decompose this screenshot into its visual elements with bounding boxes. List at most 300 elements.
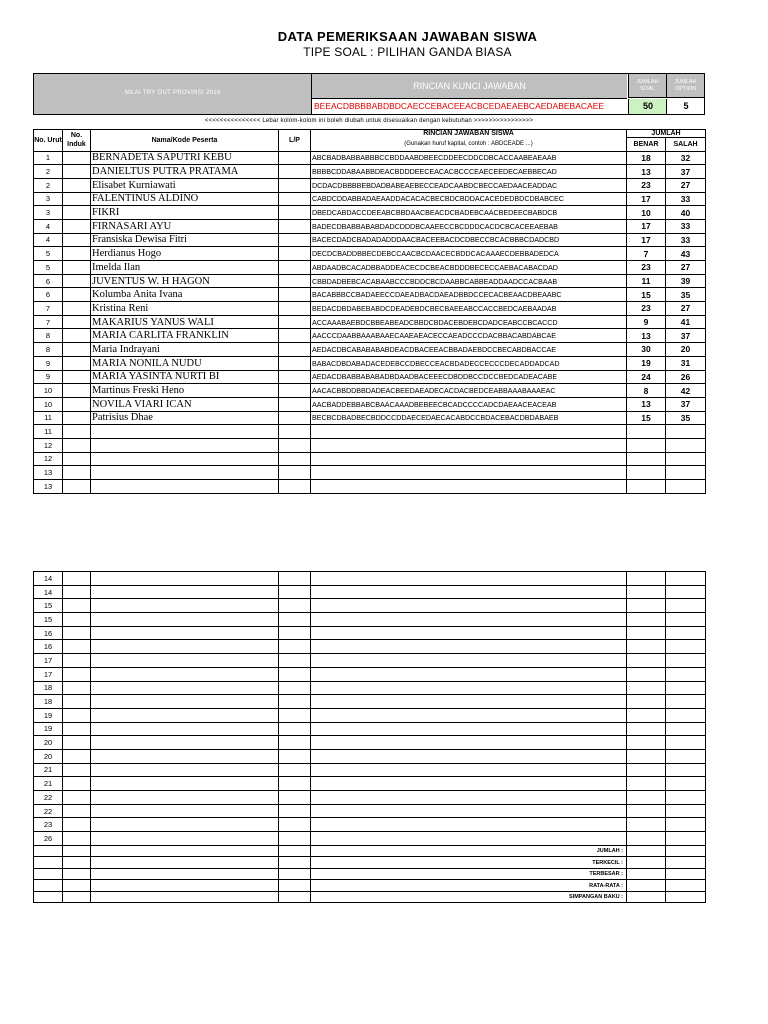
benar-cell[interactable]: [627, 818, 666, 832]
student-name-cell: [91, 891, 279, 903]
empty-student-row: [34, 791, 706, 805]
student-name-cell[interactable]: [91, 599, 279, 613]
no-induk-cell[interactable]: [63, 315, 91, 329]
no-induk-cell[interactable]: [63, 804, 91, 818]
answers-cell[interactable]: DECDCBADDBBECDEBCCAACBCDAACECBDDCACAAAECDEBBADEDCA: [311, 247, 627, 261]
benar-cell[interactable]: [627, 654, 666, 668]
answers-cell[interactable]: BBBBCDDABAABBDEACBDDDEECEACACBCCCEAECEEDECAEBBECAD: [311, 165, 627, 179]
no-induk-cell[interactable]: [63, 247, 91, 261]
no-induk-cell[interactable]: [63, 274, 91, 288]
no-urut-cell: 10: [34, 384, 63, 398]
student-name-cell[interactable]: Martinus Freski Heno: [91, 384, 279, 398]
answers-cell[interactable]: [311, 695, 627, 709]
no-urut-cell: 19: [34, 722, 63, 736]
student-name-cell[interactable]: [91, 818, 279, 832]
no-urut-cell: 22: [34, 791, 63, 805]
lp-cell[interactable]: [279, 626, 311, 640]
benar-cell: 17: [627, 192, 666, 206]
answers-cell[interactable]: AACCCDAABBAAABAAECAAEAEACECCAEADCCCDACBBACABDABCAE: [311, 329, 627, 343]
lp-cell[interactable]: [279, 613, 311, 627]
student-name-cell[interactable]: NOVILA VIARI ICAN: [91, 397, 279, 411]
empty-student-row: [34, 572, 706, 586]
answers-cell[interactable]: AEDACDBCABABABABDEACDBACEEACBBADAEBDCCBECABDBACCAE: [311, 343, 627, 357]
student-row: [34, 356, 706, 370]
no-induk-cell[interactable]: [63, 585, 91, 599]
salah-cell[interactable]: [666, 667, 706, 681]
no-induk-cell[interactable]: [63, 640, 91, 654]
student-name-cell[interactable]: BERNADETA SAPUTRI KEBU: [91, 151, 279, 165]
empty-student-row: [34, 626, 706, 640]
answers-cell[interactable]: [311, 425, 627, 439]
no-induk-cell[interactable]: [63, 749, 91, 763]
answers-cell[interactable]: [311, 438, 627, 452]
lp-cell[interactable]: [279, 480, 311, 494]
lp-cell[interactable]: [279, 302, 311, 316]
student-row: [34, 343, 706, 357]
student-row: [34, 151, 706, 165]
benar-cell[interactable]: [627, 763, 666, 777]
lp-cell[interactable]: [279, 777, 311, 791]
lp-cell[interactable]: [279, 585, 311, 599]
empty-student-row: [34, 681, 706, 695]
lp-cell[interactable]: [279, 791, 311, 805]
lp-cell[interactable]: [279, 695, 311, 709]
answers-cell[interactable]: AACACBBDDBBDADEACBEEDAEADECACDACBEDCEABBAAABAAAEAC: [311, 384, 627, 398]
no-induk-cell[interactable]: [63, 206, 91, 220]
no-urut-cell: 23: [34, 818, 63, 832]
benar-cell[interactable]: [627, 585, 666, 599]
benar-cell[interactable]: [627, 452, 666, 466]
benar-cell: 23: [627, 261, 666, 275]
student-name-cell[interactable]: Patrisius Dhae: [91, 411, 279, 425]
no-induk-cell[interactable]: [63, 288, 91, 302]
benar-cell[interactable]: [627, 640, 666, 654]
benar-cell[interactable]: [627, 425, 666, 439]
lp-cell[interactable]: [279, 343, 311, 357]
lp-cell[interactable]: [279, 708, 311, 722]
salah-cell[interactable]: [666, 480, 706, 494]
lp-cell[interactable]: [279, 261, 311, 275]
no-induk-cell[interactable]: [63, 667, 91, 681]
no-induk-cell[interactable]: [63, 599, 91, 613]
no-induk-cell[interactable]: [63, 165, 91, 179]
student-name-cell[interactable]: Kristina Reni: [91, 302, 279, 316]
student-name-cell[interactable]: [91, 708, 279, 722]
no-induk-cell[interactable]: [63, 151, 91, 165]
student-name-cell[interactable]: [91, 585, 279, 599]
lp-cell[interactable]: [279, 233, 311, 247]
col-header-no-urut: No. Urut: [34, 130, 63, 152]
answers-cell[interactable]: [311, 708, 627, 722]
lp-cell[interactable]: [279, 818, 311, 832]
lp-cell[interactable]: [279, 749, 311, 763]
salah-cell[interactable]: [666, 804, 706, 818]
salah-cell[interactable]: [666, 777, 706, 791]
no-urut-cell: [34, 857, 63, 869]
answers-cell[interactable]: BACABBBCCBADAEECCDAEADBACDAEADBBDCCECACBEAACDBEAABC: [311, 288, 627, 302]
salah-cell[interactable]: [666, 640, 706, 654]
student-row: [34, 274, 706, 288]
student-name-cell: [91, 845, 279, 857]
no-urut-cell: 12: [34, 438, 63, 452]
lp-cell[interactable]: [279, 654, 311, 668]
student-name-cell[interactable]: [91, 654, 279, 668]
lp-cell[interactable]: [279, 763, 311, 777]
col-header-nama: Nama/Kode Peserta: [91, 130, 279, 152]
no-induk-cell[interactable]: [63, 695, 91, 709]
no-induk-cell[interactable]: [63, 722, 91, 736]
answers-cell[interactable]: ACCAAABAEBDCBBEABEADCBBDCBDACEBDEBCDADCEABCCBCACCD: [311, 315, 627, 329]
answers-cell[interactable]: [311, 818, 627, 832]
answers-cell[interactable]: [311, 480, 627, 494]
no-induk-cell[interactable]: [63, 370, 91, 384]
no-urut-cell: 4: [34, 233, 63, 247]
no-induk-cell: [63, 845, 91, 857]
no-induk-cell[interactable]: [63, 302, 91, 316]
lp-cell[interactable]: [279, 425, 311, 439]
benar-cell: 13: [627, 165, 666, 179]
benar-cell[interactable]: [627, 599, 666, 613]
answers-cell[interactable]: BADECDBABBABABDADCDDDBCAAEECCBCDDDCACDCBCACEEAEBAB: [311, 219, 627, 233]
salah-cell[interactable]: [666, 763, 706, 777]
answers-cell[interactable]: AEDACDBABBABABADBDAADBACEEECDBDDBCCDCCBEDCADEACABE: [311, 370, 627, 384]
no-induk-cell[interactable]: [63, 261, 91, 275]
benar-cell[interactable]: [627, 749, 666, 763]
no-urut-cell: 7: [34, 302, 63, 316]
no-induk-cell[interactable]: [63, 397, 91, 411]
answers-cell[interactable]: CBBDADBEBCACABAABCCCBDDCBCDAABBCABBEADDAADCCACBAAB: [311, 274, 627, 288]
student-name-cell[interactable]: MARIA YASINTA NURTI BI: [91, 370, 279, 384]
no-urut-cell: 20: [34, 736, 63, 750]
benar-cell[interactable]: [627, 695, 666, 709]
empty-student-row: [34, 708, 706, 722]
benar-cell[interactable]: [627, 480, 666, 494]
lp-cell[interactable]: [279, 722, 311, 736]
no-induk-cell: [63, 868, 91, 880]
lp-cell[interactable]: [279, 192, 311, 206]
lp-cell[interactable]: [279, 288, 311, 302]
salah-cell[interactable]: [666, 585, 706, 599]
student-name-cell[interactable]: [91, 667, 279, 681]
answer-key-input[interactable]: BEEACDBBBBABDBDCAECCEBACEEACBCEDAEAEBCAEDABEBACAEE: [314, 101, 605, 111]
salah-cell[interactable]: [666, 438, 706, 452]
empty-student-row: [34, 777, 706, 791]
lp-cell[interactable]: [279, 411, 311, 425]
page-subtitle: TIPE SOAL : PILIHAN GANDA BIASA: [303, 45, 512, 59]
lp-cell[interactable]: [279, 640, 311, 654]
lp-cell[interactable]: [279, 370, 311, 384]
answers-cell[interactable]: AACBADDEBBABCBAACAAADBEBEECBCADCCCCADCDAEAACEACEAB: [311, 397, 627, 411]
student-name-cell[interactable]: [91, 613, 279, 627]
lp-cell[interactable]: [279, 206, 311, 220]
no-urut-cell: 19: [34, 708, 63, 722]
stats-row: [34, 868, 706, 880]
no-induk-cell[interactable]: [63, 480, 91, 494]
lp-cell[interactable]: [279, 329, 311, 343]
benar-cell: 24: [627, 370, 666, 384]
benar-cell: 7: [627, 247, 666, 261]
answers-cell[interactable]: [311, 466, 627, 480]
student-name-cell[interactable]: Maria Indrayani: [91, 343, 279, 357]
no-urut-cell: 10: [34, 397, 63, 411]
no-induk-cell[interactable]: [63, 681, 91, 695]
salah-cell[interactable]: [666, 466, 706, 480]
stat-salah-cell: [666, 845, 706, 857]
no-induk-cell[interactable]: [63, 219, 91, 233]
salah-cell[interactable]: [666, 452, 706, 466]
no-induk-cell[interactable]: [63, 411, 91, 425]
answers-cell[interactable]: DBEDCABDACCDEEABCBBDAACBEACDCBADEBCAACBEDEECBABDCB: [311, 206, 627, 220]
salah-cell[interactable]: [666, 722, 706, 736]
salah-cell: 37: [666, 397, 706, 411]
benar-cell[interactable]: [627, 466, 666, 480]
no-induk-cell[interactable]: [63, 356, 91, 370]
no-induk-cell[interactable]: [63, 384, 91, 398]
answers-cell[interactable]: BEDACDBDABEBABDCDEADEBDCBECBAEEABCCACCBEDCAEBAADAB: [311, 302, 627, 316]
salah-cell[interactable]: [666, 708, 706, 722]
student-name-cell[interactable]: MARIA NONILA NUDU: [91, 356, 279, 370]
student-name-cell[interactable]: [91, 722, 279, 736]
student-name-cell[interactable]: [91, 695, 279, 709]
lp-cell[interactable]: [279, 804, 311, 818]
answers-cell[interactable]: [311, 791, 627, 805]
no-induk-cell[interactable]: [63, 791, 91, 805]
answers-cell[interactable]: [311, 763, 627, 777]
answers-cell[interactable]: [311, 832, 627, 846]
benar-cell[interactable]: [627, 777, 666, 791]
salah-cell[interactable]: [666, 695, 706, 709]
answers-cell[interactable]: [311, 736, 627, 750]
col-header-benar: BENAR: [627, 138, 666, 152]
salah-cell: 20: [666, 343, 706, 357]
student-name-cell[interactable]: [91, 749, 279, 763]
no-urut-cell: 22: [34, 804, 63, 818]
no-induk-cell[interactable]: [63, 438, 91, 452]
lp-cell[interactable]: [279, 438, 311, 452]
lp-cell[interactable]: [279, 667, 311, 681]
salah-cell[interactable]: [666, 425, 706, 439]
lp-cell[interactable]: [279, 165, 311, 179]
no-urut-cell: 7: [34, 315, 63, 329]
answers-cell[interactable]: [311, 667, 627, 681]
answers-cell[interactable]: [311, 749, 627, 763]
stats-row: [34, 880, 706, 892]
lp-cell[interactable]: [279, 219, 311, 233]
salah-cell[interactable]: [666, 681, 706, 695]
lp-cell[interactable]: [279, 178, 311, 192]
no-induk-cell[interactable]: [63, 329, 91, 343]
answers-cell[interactable]: CABDCDDABBADAEAADDACACACBECBDCBDDACACEDEDBDCDBABCEC: [311, 192, 627, 206]
benar-cell[interactable]: [627, 572, 666, 586]
answers-cell[interactable]: ABDAADBCACADBBADDEACECDCBEACBDDDBECECCAEBACABACDAD: [311, 261, 627, 275]
student-name-cell[interactable]: FIKRI: [91, 206, 279, 220]
no-induk-cell[interactable]: [63, 777, 91, 791]
no-induk-cell[interactable]: [63, 192, 91, 206]
answers-cell[interactable]: ABCBADBABBABBBCCBDDAABDBEECDDEECDDCDBCACCAABEAEAAB: [311, 151, 627, 165]
student-name-cell[interactable]: [91, 452, 279, 466]
answers-cell[interactable]: [311, 777, 627, 791]
student-name-cell[interactable]: MAKARIUS YANUS WALI: [91, 315, 279, 329]
student-name-cell: [91, 857, 279, 869]
salah-cell[interactable]: [666, 654, 706, 668]
answers-cell[interactable]: [311, 654, 627, 668]
no-induk-cell[interactable]: [63, 654, 91, 668]
benar-cell: 10: [627, 206, 666, 220]
salah-cell[interactable]: [666, 749, 706, 763]
answers-cell[interactable]: BABACDBDABADACEDEBCCDBECCEACBDADECCECCCDECADDADCAD: [311, 356, 627, 370]
benar-cell: 15: [627, 288, 666, 302]
answers-cell[interactable]: [311, 640, 627, 654]
jumlah-option-value[interactable]: 5: [666, 99, 705, 114]
no-induk-cell[interactable]: [63, 613, 91, 627]
stats-row: [34, 845, 706, 857]
student-name-cell[interactable]: [91, 572, 279, 586]
no-induk-cell[interactable]: [63, 832, 91, 846]
lp-cell[interactable]: [279, 274, 311, 288]
student-name-cell[interactable]: [91, 777, 279, 791]
no-induk-cell[interactable]: [63, 736, 91, 750]
benar-cell[interactable]: [627, 736, 666, 750]
benar-cell[interactable]: [627, 832, 666, 846]
salah-cell[interactable]: [666, 818, 706, 832]
no-induk-cell[interactable]: [63, 343, 91, 357]
student-name-cell[interactable]: [91, 736, 279, 750]
benar-cell[interactable]: [627, 667, 666, 681]
answers-cell[interactable]: [311, 804, 627, 818]
answers-cell[interactable]: [311, 681, 627, 695]
no-induk-cell: [63, 857, 91, 869]
no-induk-cell[interactable]: [63, 763, 91, 777]
benar-cell[interactable]: [627, 626, 666, 640]
answers-cell[interactable]: [311, 626, 627, 640]
stat-benar-cell: [627, 845, 666, 857]
benar-cell[interactable]: [627, 804, 666, 818]
student-name-cell[interactable]: [91, 804, 279, 818]
salah-cell[interactable]: [666, 572, 706, 586]
no-induk-cell[interactable]: [63, 708, 91, 722]
lp-cell[interactable]: [279, 599, 311, 613]
lp-cell[interactable]: [279, 315, 311, 329]
student-name-cell[interactable]: [91, 438, 279, 452]
student-name-cell[interactable]: [91, 791, 279, 805]
no-urut-cell: 5: [34, 261, 63, 275]
student-name-cell[interactable]: [91, 681, 279, 695]
no-induk-cell[interactable]: [63, 178, 91, 192]
student-name-cell[interactable]: Herdianus Hogo: [91, 247, 279, 261]
lp-cell[interactable]: [279, 452, 311, 466]
no-induk-cell[interactable]: [63, 425, 91, 439]
salah-cell: 33: [666, 219, 706, 233]
lp-cell[interactable]: [279, 832, 311, 846]
benar-cell[interactable]: [627, 681, 666, 695]
answers-cell[interactable]: [311, 572, 627, 586]
no-induk-cell[interactable]: [63, 466, 91, 480]
lp-cell[interactable]: [279, 397, 311, 411]
stat-benar-cell: [627, 880, 666, 892]
empty-student-row: [34, 425, 706, 439]
lp-cell[interactable]: [279, 681, 311, 695]
no-induk-cell[interactable]: [63, 818, 91, 832]
answers-cell[interactable]: [311, 452, 627, 466]
student-name-cell[interactable]: DANIELTUS PUTRA PRATAMA: [91, 165, 279, 179]
student-name-cell[interactable]: FALENTINUS ALDINO: [91, 192, 279, 206]
stat-salah-cell: [666, 868, 706, 880]
student-name-cell[interactable]: Elisabet Kurniawati: [91, 178, 279, 192]
no-induk-cell[interactable]: [63, 626, 91, 640]
empty-student-row: [34, 438, 706, 452]
student-row: [34, 206, 706, 220]
no-urut-cell: 15: [34, 599, 63, 613]
student-name-cell: [91, 868, 279, 880]
student-name-cell[interactable]: [91, 832, 279, 846]
salah-cell[interactable]: [666, 832, 706, 846]
benar-cell[interactable]: [627, 722, 666, 736]
lp-cell[interactable]: [279, 384, 311, 398]
lp-cell[interactable]: [279, 572, 311, 586]
benar-cell[interactable]: [627, 791, 666, 805]
student-name-cell[interactable]: [91, 466, 279, 480]
student-row: [34, 288, 706, 302]
empty-student-row: [34, 695, 706, 709]
lp-cell[interactable]: [279, 356, 311, 370]
stat-benar-cell: [627, 891, 666, 903]
no-induk-cell[interactable]: [63, 572, 91, 586]
student-name-cell[interactable]: Kolumba Anita Ivana: [91, 288, 279, 302]
student-name-cell[interactable]: FIRNASARI AYU: [91, 219, 279, 233]
student-name-cell[interactable]: Imelda Ilan: [91, 261, 279, 275]
no-induk-cell[interactable]: [63, 452, 91, 466]
student-name-cell[interactable]: [91, 480, 279, 494]
student-name-cell: [91, 880, 279, 892]
student-name-cell[interactable]: [91, 626, 279, 640]
student-name-cell[interactable]: [91, 640, 279, 654]
no-induk-cell[interactable]: [63, 233, 91, 247]
jumlah-soal-value[interactable]: 50: [628, 99, 667, 114]
salah-cell: 41: [666, 315, 706, 329]
student-name-cell[interactable]: [91, 425, 279, 439]
salah-cell: 35: [666, 411, 706, 425]
no-urut-cell: 13: [34, 480, 63, 494]
lp-cell[interactable]: [279, 466, 311, 480]
benar-cell: 18: [627, 151, 666, 165]
salah-cell[interactable]: [666, 626, 706, 640]
benar-cell: 15: [627, 411, 666, 425]
salah-cell[interactable]: [666, 613, 706, 627]
answers-cell[interactable]: [311, 585, 627, 599]
lp-cell[interactable]: [279, 736, 311, 750]
lp-cell: [279, 845, 311, 857]
salah-cell[interactable]: [666, 599, 706, 613]
answers-cell[interactable]: [311, 613, 627, 627]
answers-cell[interactable]: BECBCDBADBECBDDCCDDAECEDAECACABDCCBDACEBACDBDABAEB: [311, 411, 627, 425]
benar-cell[interactable]: [627, 438, 666, 452]
salah-cell[interactable]: [666, 791, 706, 805]
benar-cell[interactable]: [627, 613, 666, 627]
answers-cell[interactable]: [311, 599, 627, 613]
student-name-cell[interactable]: JUVENTUS W. H HAGON: [91, 274, 279, 288]
answers-cell[interactable]: DCDACDBBBBEBDADBABEAEBECCEADCAABDCBECCAEDAACEADDAC: [311, 178, 627, 192]
answers-cell[interactable]: [311, 722, 627, 736]
salah-cell[interactable]: [666, 736, 706, 750]
no-urut-cell: 15: [34, 613, 63, 627]
student-name-cell[interactable]: [91, 763, 279, 777]
answers-cell[interactable]: BACECDADCBADADADDDAACBACEEBACDCDBECCBCACBBBCDADCBD: [311, 233, 627, 247]
student-name-cell[interactable]: MARIA CARLITA FRANKLIN: [91, 329, 279, 343]
lp-cell[interactable]: [279, 247, 311, 261]
benar-cell[interactable]: [627, 708, 666, 722]
student-name-cell[interactable]: Fransiska Dewisa Fitri: [91, 233, 279, 247]
lp-cell[interactable]: [279, 151, 311, 165]
